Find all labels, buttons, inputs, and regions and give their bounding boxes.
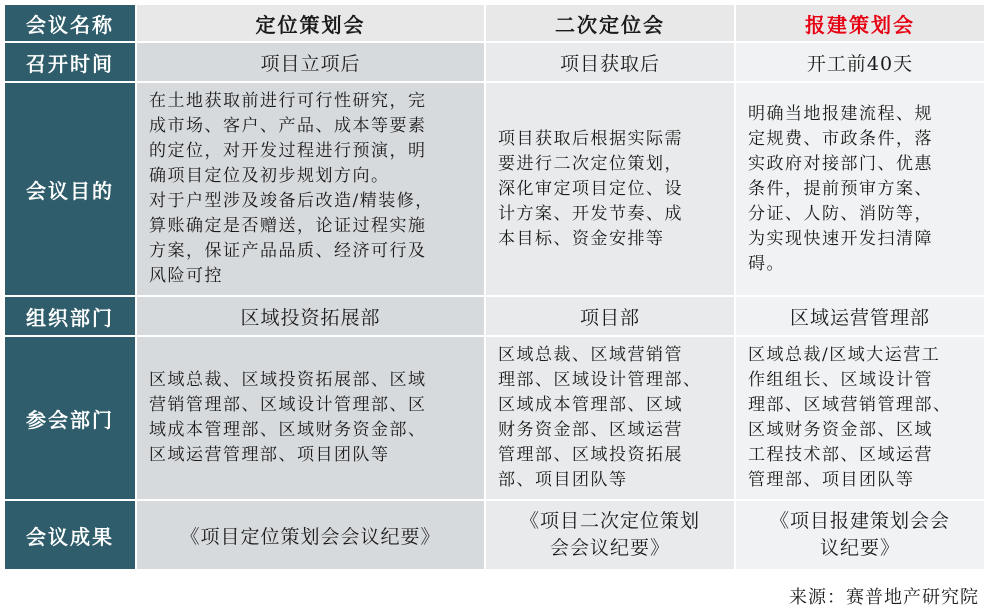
participants-row: [5, 337, 986, 501]
organizer-cell-col1: 区域投资拓展部: [137, 297, 486, 337]
purpose-text-col1: 在土地获取前进行可行性研究，完 成市场、客户、产品、成本等要素 的定位，对开发过程进行预演，明 确项目定位及初步规划方向。 对于户型涉及竣备后改造/精装修， 算账确定是否赠送，论证过程实施 方案，保证产品品质、经济可行及 风险可控: [149, 91, 434, 286]
organizer-cell-col3: 区域运营管理部: [736, 297, 986, 337]
row-label-meeting-name: 会议名称: [5, 5, 137, 43]
row-label-result: 会议成果: [5, 501, 137, 571]
time-row: [5, 43, 986, 83]
purpose-cell-col1: [137, 83, 486, 297]
meeting-comparison-table: [5, 5, 986, 571]
result-row: [5, 501, 986, 571]
participants-cell-col2: [486, 337, 736, 501]
time-cell-col2: 项目获取后: [486, 43, 736, 83]
participants-cell-col3: [736, 337, 986, 501]
row-label-organizer: 组织部门: [5, 297, 137, 337]
purpose-text-col2: 项目获取后根据实际需 要进行二次定位策划， 深化审定项目定位、设 计方案、开发节奏、成 本目标、资金安排等: [498, 128, 683, 249]
result-cell-col3: 《项目报建策划会会 议纪要》: [736, 501, 986, 571]
row-label-participants: 参会部门: [5, 337, 137, 501]
time-cell-col3: 开工前40天: [736, 43, 986, 83]
participants-text-col3: 区域总裁/区域大运营工 作组组长、区域设计管 理部、区域营销管理部、 区域财务资金部、区域 工程技术部、区域运营 管理部、项目团队等: [748, 345, 952, 490]
source-note: 来源：赛普地产研究院: [789, 587, 979, 608]
participants-cell-col1: [137, 337, 486, 501]
column-header-positioning-meeting: 定位策划会: [137, 5, 486, 43]
participants-text-col2: 区域总裁、区域营销管 理部、区域设计管理部、 区域成本管理部、区域 财务资金部、区域运营 管理部、区域投资拓展 部、项目团队等: [498, 345, 702, 490]
purpose-row: [5, 83, 986, 297]
participants-text-col1: 区域总裁、区域投资拓展部、区域 营销管理部、区域设计管理部、区 域成本管理部、区域财务资金部、 区域运营管理部、项目团队等: [149, 370, 427, 465]
column-header-permit-planning-meeting: 报建策划会: [736, 5, 986, 43]
header-row: [5, 5, 986, 43]
purpose-cell-col3: [736, 83, 986, 297]
organizer-cell-col2: 项目部: [486, 297, 736, 337]
purpose-cell-col2: [486, 83, 736, 297]
result-cell-col2: 《项目二次定位策划 会会议纪要》: [486, 501, 736, 571]
purpose-text-col3: 明确当地报建流程、规 定规费、市政条件，落 实政府对接部门、优惠 条件，提前预审方案、 分证、人防、消防等， 为实现快速开发扫清障 碍。: [748, 103, 933, 274]
column-header-secondary-positioning-meeting: 二次定位会: [486, 5, 736, 43]
time-cell-col1: 项目立项后: [137, 43, 486, 83]
organizer-row: [5, 297, 986, 337]
result-cell-col1: 《项目定位策划会会议纪要》: [137, 501, 486, 571]
row-label-time: 召开时间: [5, 43, 137, 83]
row-label-purpose: 会议目的: [5, 83, 137, 297]
